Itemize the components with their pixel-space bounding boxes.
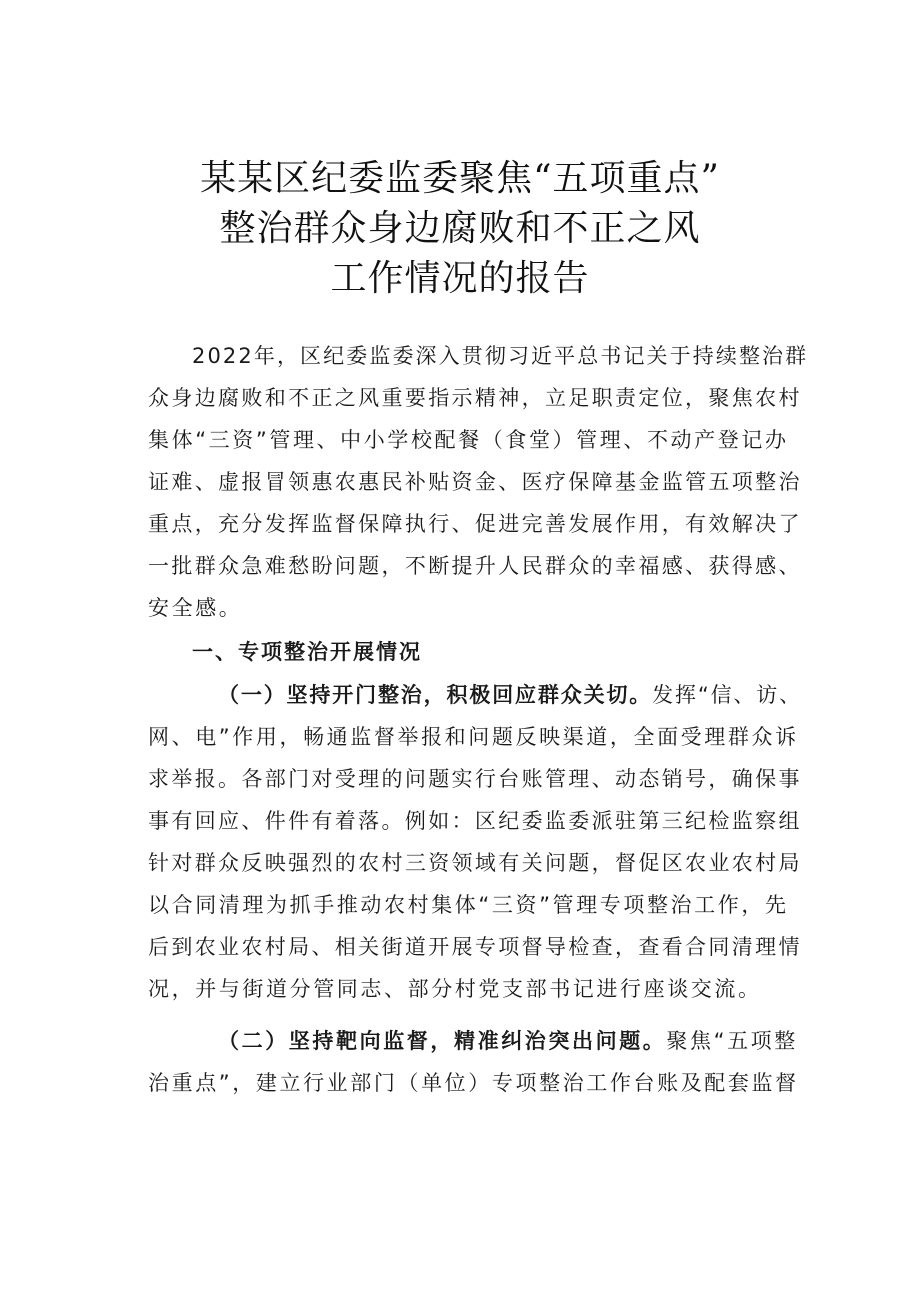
- subsection-2-first-line: [218, 1020, 798, 1062]
- paragraph-1-line: 集体“三资”管理、中小学校配餐（食堂）管理、不动产登记办: [148, 428, 789, 452]
- subsection-1-line: 求举报。各部门对受理的问题实行台账管理、动态销号，确保事: [148, 767, 802, 791]
- subsection-1-line: 网、电”作用，畅通监督举报和问题反映渠道，全面受理群众诉: [148, 725, 799, 749]
- subsection-1-first-line: [218, 674, 802, 716]
- paragraph-1-line: 安全感。: [148, 596, 243, 620]
- subsection-1-line: 后到农业农村局、相关街道开展专项督导检查，查看合同清理情: [148, 935, 802, 959]
- subsection-1-line: 况，并与街道分管同志、部分村党支部书记进行座谈交流。: [148, 977, 762, 1001]
- subsection-1-line: 针对群众反映强烈的农村三资领域有关问题，督促区农业农村局: [148, 851, 802, 875]
- document-title-line-3: 工作情况的报告: [330, 258, 590, 299]
- document-title-line-1: 某某区纪委监委聚焦“五项重点”: [200, 158, 720, 199]
- subsection-2-line: 治重点”，建立行业部门（单位）专项整治工作台账及配套监督: [148, 1071, 799, 1095]
- paragraph-1-line: 众身边腐败和不正之风重要指示精神，立足职责定位，聚焦农村: [148, 386, 802, 410]
- paragraph-1-line: 证难、虚报冒领惠农惠民补贴资金、医疗保障基金监管五项整治: [148, 470, 802, 494]
- paragraph-1-line: 2022年，区纪委监委深入贯彻习近平总书记关于持续整治群: [192, 344, 809, 368]
- document-title-line-2: 整治群众身边腐败和不正之风: [219, 208, 701, 249]
- subsection-1-lead-rest: 发挥“信、访、: [652, 683, 802, 707]
- section-heading: 一、专项整治开展情况: [192, 640, 422, 664]
- subsection-1-line: 以合同清理为抓手推动农村集体“三资”管理专项整治工作，先: [148, 893, 789, 917]
- paragraph-1-line: 重点，充分发挥监督保障执行、促进完善发展作用，有效解决了: [148, 512, 802, 536]
- subsection-1-line: 事有回应、件件有着落。例如：区纪委监委派驻第三纪检监察组: [148, 809, 802, 833]
- subsection-1-lead: （一）坚持开门整治，积极回应群众关切。: [218, 683, 653, 707]
- subsection-2-lead: （二）坚持靶向监督，精准纠治突出问题。: [218, 1029, 667, 1053]
- paragraph-1-line: 一批群众急难愁盼问题，不断提升人民群众的幸福感、获得感、: [148, 554, 802, 578]
- subsection-2-lead-rest: 聚焦“五项整: [666, 1029, 798, 1053]
